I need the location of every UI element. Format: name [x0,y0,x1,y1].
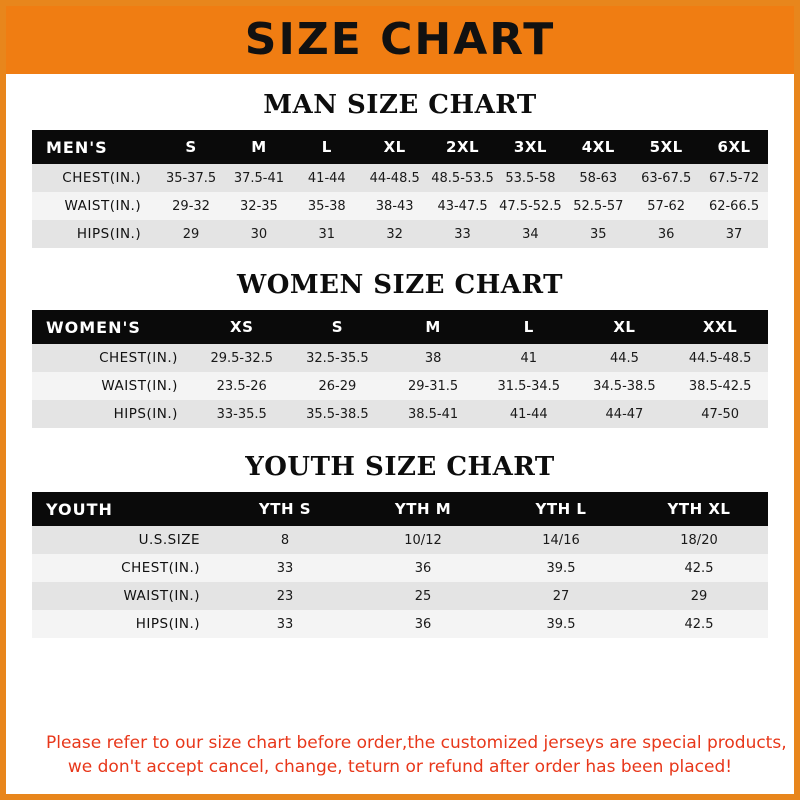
youth-row-label-3: HIPS(IN.) [135,616,200,632]
page-title: SIZE CHART [244,14,556,65]
table-row [32,554,768,582]
youth-row-label-1: CHEST(IN.) [121,560,200,576]
table-row [32,526,768,554]
women-header-row [32,310,768,344]
men-row-label-2: HIPS(IN.) [76,226,142,242]
men-cell-0-4: 48.5-53.5 [431,170,494,186]
youth-cell-1-0: 33 [276,560,294,576]
men-cell-2-8: 37 [725,226,743,242]
men-cell-2-4: 33 [454,226,471,242]
men-row-label-0: CHEST(IN.) [62,170,142,186]
youth-header-cell-0: YOUTH [46,499,113,519]
women-header-cell-4: L [523,318,534,336]
table-row [32,164,768,192]
men-table-head [32,130,768,164]
women-cell-1-2: 29-31.5 [407,378,459,394]
youth-header-cell-3: YTH L [535,500,587,518]
men-header-cell-7: 4XL [581,138,615,156]
men-cell-2-5: 34 [522,226,539,242]
men-cell-1-5: 47.5-52.5 [499,198,562,214]
men-cell-1-2: 35-38 [307,198,346,214]
women-cell-1-4: 34.5-38.5 [593,378,656,394]
youth-table-head [32,492,768,526]
men-cell-1-1: 32-35 [240,198,278,214]
men-cell-0-8: 67.5-72 [708,170,760,186]
order-notice-line-2: we don't accept cancel, change, teturn or refund after order has been placed! [67,757,733,778]
women-cell-2-4: 44-47 [605,406,644,422]
table-row [32,344,768,372]
youth-cell-3-2: 39.5 [546,616,576,632]
table-row [32,610,768,638]
order-notice [32,721,787,794]
men-header-cell-2: M [251,138,267,156]
men-section-title: MAN SIZE CHART [263,90,537,120]
women-size-table [32,310,768,428]
men-header-cell-0: MEN'S [46,137,108,157]
men-cell-1-8: 62-66.5 [708,198,760,214]
table-row [32,400,768,428]
women-cell-0-5: 44.5-48.5 [688,350,752,366]
youth-cell-0-1: 10/12 [404,532,442,548]
men-cell-1-3: 38-43 [375,198,414,214]
men-cell-2-0: 29 [182,226,200,242]
table-row [32,582,768,610]
youth-cell-2-2: 27 [552,588,570,604]
youth-header-cell-4: YTH XL [667,500,731,518]
men-header-cell-6: 3XL [513,138,547,156]
men-cell-0-3: 44-48.5 [369,170,420,186]
men-size-table [32,130,768,248]
men-table-body [32,164,768,248]
women-cell-0-1: 32.5-35.5 [306,350,369,366]
women-cell-2-0: 33-35.5 [216,406,267,422]
men-cell-2-2: 31 [318,226,336,242]
women-section-title: WOMEN SIZE CHART [237,270,563,300]
men-header-cell-3: L [321,138,332,156]
women-cell-0-4: 44.5 [609,350,639,366]
youth-cell-3-1: 36 [414,616,432,632]
women-header-cell-0: WOMEN'S [46,317,141,337]
youth-cell-3-3: 42.5 [684,616,714,632]
youth-cell-1-3: 42.5 [684,560,714,576]
men-cell-0-1: 37.5-41 [233,170,285,186]
women-table-head [32,310,768,344]
men-header-cell-9: 6XL [717,138,751,156]
youth-size-table [32,492,768,638]
women-table-body [32,344,768,428]
women-cell-2-3: 41-44 [509,406,548,422]
page-banner [6,6,794,74]
men-header-row [32,130,768,164]
men-cell-0-7: 63-67.5 [641,170,692,186]
youth-cell-1-2: 39.5 [546,560,576,576]
youth-section-title: YOUTH SIZE CHART [245,452,555,482]
women-row-label-1: WAIST(IN.) [101,378,178,394]
women-cell-0-2: 38 [424,350,442,366]
order-notice-line-1: Please refer to our size chart before order,the customized jerseys are special products, [46,732,787,753]
men-header-cell-1: S [185,138,197,156]
men-cell-0-2: 41-44 [307,170,346,186]
youth-header-cell-2: YTH M [394,500,452,518]
men-header-cell-5: 2XL [446,138,480,156]
men-cell-1-6: 52.5-57 [573,198,624,214]
men-cell-0-6: 58-63 [579,170,618,186]
women-header-cell-3: M [425,318,441,336]
women-cell-1-1: 26-29 [318,378,357,394]
page-content [6,74,794,794]
youth-cell-0-3: 18/20 [680,532,718,548]
men-cell-2-6: 35 [590,226,607,242]
men-cell-1-4: 43-47.5 [437,198,488,214]
men-cell-1-0: 29-32 [172,198,210,214]
women-header-cell-2: S [331,318,344,336]
women-cell-0-0: 29.5-32.5 [210,350,274,366]
women-cell-2-2: 38.5-41 [407,406,459,422]
youth-cell-1-1: 36 [414,560,432,576]
youth-cell-2-0: 23 [276,588,294,604]
women-row-label-0: CHEST(IN.) [99,350,178,366]
youth-row-label-2: WAIST(IN.) [123,588,200,604]
youth-header-row [32,492,768,526]
table-row [32,192,768,220]
women-row-label-2: HIPS(IN.) [113,406,178,422]
women-cell-1-5: 38.5-42.5 [688,378,752,394]
table-row [32,220,768,248]
men-cell-1-7: 57-62 [647,198,686,214]
men-header-cell-4: XL [383,138,406,156]
women-header-cell-6: XXL [703,318,738,336]
men-cell-0-0: 35-37.5 [165,170,217,186]
youth-row-label-0: U.S.SIZE [138,532,200,548]
women-cell-2-1: 35.5-38.5 [306,406,369,422]
men-cell-2-7: 36 [657,226,675,242]
women-cell-1-3: 31.5-34.5 [497,378,561,394]
youth-cell-2-1: 25 [414,588,432,604]
women-cell-0-3: 41 [520,350,538,366]
youth-header-cell-1: YTH S [258,500,312,518]
men-cell-2-3: 32 [386,226,403,242]
women-cell-1-0: 23.5-26 [216,378,267,394]
youth-cell-3-0: 33 [276,616,294,632]
men-cell-0-5: 53.5-58 [505,170,556,186]
women-cell-2-5: 47-50 [701,406,740,422]
women-header-cell-5: XL [613,318,636,336]
table-row [32,372,768,400]
men-header-cell-8: 5XL [649,138,683,156]
youth-cell-0-2: 14/16 [542,532,580,548]
men-cell-2-1: 30 [250,226,268,242]
youth-cell-2-3: 29 [690,588,708,604]
youth-cell-0-0: 8 [280,532,290,548]
women-header-cell-1: XS [230,318,254,336]
men-row-label-1: WAIST(IN.) [64,198,142,214]
youth-table-body [32,526,768,638]
